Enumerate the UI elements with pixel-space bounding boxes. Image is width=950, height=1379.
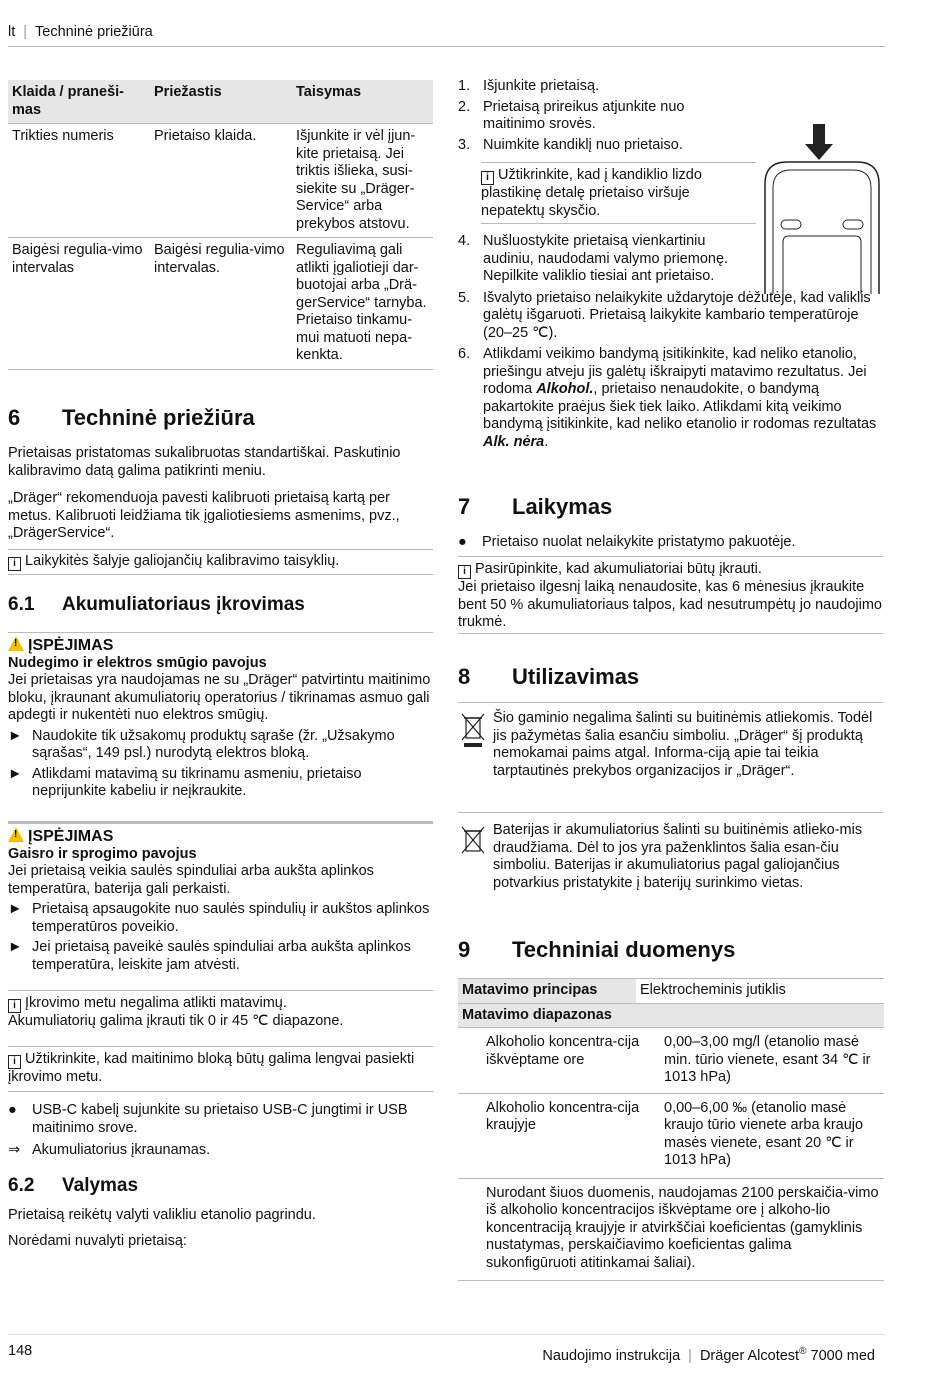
table-row — [458, 1178, 884, 1281]
table-row — [458, 1028, 884, 1094]
device-button-right — [843, 220, 863, 229]
warning-subtitle: Gaisro ir sprogimo pavojus — [8, 845, 197, 862]
left-column — [8, 80, 433, 370]
section-number: 9 — [458, 937, 471, 962]
error-table — [8, 80, 433, 370]
section-title-text: Laikymas — [512, 494, 613, 519]
section-number: 6.1 — [8, 594, 35, 615]
error-table-header: Klaida / praneši-mas — [8, 80, 150, 124]
error-table-header: Taisymas — [292, 80, 433, 124]
section-number: 6.2 — [8, 1175, 35, 1196]
step-number: 5. — [458, 289, 471, 306]
page-number: 148 — [8, 1343, 33, 1359]
note — [481, 167, 751, 220]
note-text: Laikykitės šalyje galiojančių kalibravimo taisyklių. — [25, 552, 340, 569]
footer-doc: Naudojimo instrukcija | Dräger Alcotest® 7000 med — [542, 1346, 875, 1364]
device-button-left — [781, 220, 801, 229]
paragraph: Jei prietaisas yra naudojamas ne su „Dräger“ patvirtintu maitinimo bloku, įkraunant akumuliatorių operatorius / tikrinamas asmuo gali apdegti ir nukentėti nuo elektros smūgių. — [8, 672, 431, 723]
note-text: Jei prietaiso ilgesnį laiką nenaudosite, kas 6 mėnesius įkraukite bent 50 % akumuliatoriaus talpos, kad nesutrumpėtų jo naudojimo trukmė. — [458, 579, 882, 630]
section-6-2 — [8, 1175, 433, 1250]
crossed-battery-bin-icon — [460, 825, 486, 855]
table-cell: Matavimo principas — [458, 979, 636, 1004]
registered-mark: ® — [799, 1346, 807, 1357]
display-message: Alkohol. — [536, 381, 594, 397]
note-text: Pasirūpinkite, kad akumuliatoriai būtų įkrauti. — [475, 561, 762, 577]
step-number: 2. — [458, 98, 471, 115]
rule — [458, 556, 883, 557]
paragraph: Prietaisas pristatomas sukalibruotas standartiškai. Paskutinio kalibravimo datą galima patikrinti meniu. — [8, 445, 401, 479]
list-item-text: Prietaiso nuolat nelaikykite pristatymo pakuotėje. — [482, 534, 796, 550]
list-item — [458, 137, 758, 155]
note-text: Įkrovimo metu negalima atlikti matavimų. — [25, 995, 287, 1011]
note-text: Užtikrinkite, kad į kandiklio lizdo plastikinę detalę prietaiso viršuje nepatektų skysčio. — [481, 167, 702, 219]
section-8 — [458, 664, 883, 690]
error-table-header: Priežastis — [150, 80, 292, 124]
section-7 — [458, 494, 883, 552]
section-title — [8, 405, 433, 431]
footer-model: 7000 med — [810, 1347, 875, 1364]
warning-separator — [8, 821, 433, 824]
table-cell: Išjunkite ir vėl įjun-kite prietaisą. Jei triktis išlieka, susi-siekite su „Dräger-Service“ arba prekybos atstovu. — [296, 128, 416, 232]
table-cell-value: 0,00–6,00 ‰ (etanolio masė kraujo tūrio vienete arba kraujo masės vienete, esant 20 ℃ ir 1013 hPa) — [664, 1099, 864, 1168]
warning-1 — [8, 636, 433, 801]
page-header: lt | Techninė priežiūra — [8, 24, 153, 40]
section-title-text: Valymas — [62, 1175, 139, 1196]
table-cell: Trikties numeris — [12, 128, 114, 144]
display-message: Alk. nėra — [483, 433, 545, 450]
rule — [481, 223, 756, 224]
section-number: 6 — [8, 405, 21, 430]
warning-icon — [8, 636, 24, 651]
list-item — [458, 99, 743, 134]
table-cell: Matavimo diapazonas — [458, 1003, 884, 1028]
table-row — [458, 1093, 884, 1178]
step-number: 6. — [458, 346, 471, 362]
step-text: Išvalyto prietaiso nelaikykite uždarytoje dėžutėje, kad valiklis galėtų išgaruoti. Prietaisą laikykite kambario temperatūroje (20–25 ℃). — [483, 289, 871, 341]
bullet-icon: ● — [8, 1102, 17, 1118]
section-title — [8, 594, 433, 616]
arrow-bullet-icon: ► — [8, 901, 23, 917]
arrow-bullet-icon: ► — [8, 727, 23, 744]
note — [8, 549, 433, 575]
table-cell: Elektrocheminis jutiklis — [636, 979, 884, 1004]
list-item — [458, 534, 883, 552]
header-section: Techninė priežiūra — [35, 24, 153, 40]
note — [8, 995, 433, 1031]
rule — [8, 1046, 433, 1047]
header-rule — [8, 46, 885, 47]
rule — [458, 812, 883, 813]
table-cell-value: 0,00–3,00 mg/l (etanolio masė min. tūrio vienete, esant 34 ℃ ir 1013 hPa) — [664, 1034, 871, 1085]
table-cell-key: Alkoholio koncentra-cija kraujyje — [486, 1099, 640, 1133]
step-number: 3. — [458, 136, 471, 153]
note — [458, 561, 883, 632]
down-arrow-icon — [805, 124, 833, 160]
section-title-text: Techniniai duomenys — [512, 937, 736, 962]
list-item-text: Atlikdami matavimą su tikrinamu asmeniu, prietaiso neprijunkite kabeliu ir neįkraukite. — [32, 765, 362, 799]
section-title-text: Akumuliatoriaus įkrovimas — [62, 594, 305, 615]
info-icon: i — [8, 1055, 21, 1069]
table-cell — [458, 1028, 884, 1094]
step-text-part: . — [544, 433, 549, 450]
step-text: Prietaisą prireikus atjunkite nuo maitinimo srovės. — [483, 98, 685, 132]
paragraph: Jei prietaisą veikia saulės spinduliai arba aukšta aplinkos temperatūra, baterija gali perkaisti. — [8, 863, 374, 897]
step-text-part: Atlikdami veikimo bandymą įsitikinkite, kad neliko etanolio, priešingu atveju jis galėtų iškraipyti matavimo rezultatus. Jei rodoma — [483, 346, 867, 397]
section-9 — [458, 937, 883, 963]
footer-product: Dräger Alcotest — [699, 1347, 800, 1364]
warning-title: ĮSPĖJIMAS — [28, 637, 114, 654]
step-text — [483, 346, 876, 450]
step-number: 4. — [458, 233, 471, 249]
section-title-text: Utilizavimas — [512, 664, 640, 689]
warning-subtitle: Nudegimo ir elektros smūgio pavojus — [8, 654, 267, 671]
list-item — [458, 233, 753, 286]
table-cell: Prietaiso klaida. — [154, 128, 257, 144]
list-item-text: Prietaisą apsaugokite nuo saulės spindulių ir aukštos aplinkos temperatūros poveikio. — [32, 901, 430, 935]
step-text: Nuimkite kandiklį nuo prietaiso. — [483, 136, 683, 153]
table-cell-key: Alkoholio koncentra-cija iškvėptame ore — [486, 1034, 640, 1068]
list-item-text: Naudokite tik užsakomų produktų sąraše (žr. „Užsakymo sąrašas“, 149 psl.) nurodytą elektros bloką. — [32, 727, 395, 761]
paragraph: Baterijas ir akumuliatorius šalinti su buitinėmis atlieko-mis draudžiama. Dėl to jos yra paženklintos šalia esan-čiu simboliu. Baterijas ir akumuliatorius pagal galiojančius potvarkius pristatykite į baterijų surinkimo vietas. — [493, 822, 863, 891]
paragraph: Prietaisą reikėtų valyti valikliu etanolio pagrindu. — [8, 1207, 316, 1223]
table-row — [8, 238, 433, 370]
rule — [458, 633, 883, 634]
note-text: Užtikrinkite, kad maitinimo bloką būtų galima lengvai pasiekti įkrovimo metu. — [8, 1051, 415, 1085]
step-text-part: , prietaiso nenaudokite, o bandymą pakartokite praėjus šiek tiek laiko. Atlikdami kitą veikimo bandymą įsitikinkite, kad neliko etanolio ir rodomas rezultatas — [483, 381, 877, 432]
paragraph: Norėdami nuvalyti prietaisą: — [8, 1232, 187, 1249]
warning-title: ĮSPĖJIMAS — [28, 828, 114, 845]
note-text: Akumuliatorių galima įkrauti tik 0 ir 45 ℃ diapazone. — [8, 1013, 344, 1029]
table-row — [458, 1003, 884, 1028]
step-number: 1. — [458, 78, 471, 94]
section-number: 8 — [458, 664, 471, 689]
list-item — [458, 78, 758, 96]
section-title — [458, 937, 883, 963]
cleaning-steps — [458, 78, 758, 154]
warning-heading — [8, 827, 433, 846]
table-row — [8, 124, 433, 238]
list-item — [8, 1142, 433, 1160]
table-cell: Baigėsi regulia-vimo intervalas — [12, 242, 143, 276]
instructions — [8, 1102, 433, 1160]
list-item — [8, 766, 433, 801]
section-6 — [8, 405, 433, 575]
step-text: Nušluostykite prietaisą vienkartiniu audiniu, naudodami valymo priemonę. Nepilkite valiklio tiesiai ant prietaiso. — [483, 233, 729, 284]
footer-doc-title: Naudojimo instrukcija — [542, 1347, 681, 1364]
list-item — [8, 939, 433, 974]
arrow-bullet-icon: ► — [8, 765, 23, 782]
result-arrow-icon: ⇒ — [8, 1142, 21, 1158]
table-row — [458, 979, 884, 1004]
info-icon: i — [8, 557, 21, 571]
info-icon: i — [481, 171, 494, 185]
section-title — [8, 1175, 433, 1197]
footer-rule — [8, 1334, 885, 1335]
arrow-bullet-icon: ► — [8, 939, 23, 955]
section-number: 7 — [458, 494, 471, 519]
bullet-icon: ● — [458, 534, 467, 550]
crossed-bin-icon — [460, 712, 486, 748]
info-icon: i — [458, 565, 471, 579]
cleaning-steps-2 — [458, 233, 883, 451]
rule — [481, 162, 756, 163]
rule — [8, 632, 433, 633]
note — [8, 1051, 433, 1087]
rule — [8, 990, 433, 991]
section-title-text: Techninė priežiūra — [62, 405, 255, 430]
list-item — [8, 1102, 433, 1137]
list-item — [458, 346, 883, 451]
list-item — [8, 901, 433, 936]
rule — [8, 1091, 433, 1092]
table-cell: Baigėsi regulia-vimo intervalas. — [154, 242, 285, 276]
paragraph: „Dräger“ rekomenduoja pavesti kalibruoti prietaisą kartą per metus. Kalibruoti leidžiama tik įgaliotiesiems asmenims, pvz., „DrägerService“. — [8, 490, 400, 541]
table-cell — [458, 1093, 884, 1178]
step-text: Išjunkite prietaisą. — [483, 78, 600, 94]
section-title — [458, 664, 883, 690]
warning-heading — [8, 636, 433, 655]
warning-2 — [8, 827, 433, 974]
header-lang: lt — [8, 24, 16, 40]
list-item-text: Jei prietaisą paveikė saulės spinduliai arba aukšta aplinkos temperatūra, leiskite jam atvėsti. — [32, 939, 411, 973]
warning-icon — [8, 827, 24, 842]
technical-data-table — [458, 978, 884, 1281]
section-title — [458, 494, 883, 520]
list-item-text: USB-C kabelį sujunkite su prietaiso USB-C jungtimi ir USB maitinimo srove. — [32, 1102, 408, 1136]
list-item — [8, 728, 433, 763]
list-item — [458, 290, 883, 343]
info-icon: i — [8, 999, 21, 1013]
rule — [458, 702, 883, 703]
table-cell: Reguliavimą gali atlikti įgaliotieji dar-buotojai arba „Drä-gerService“ tarnyba. Prietaiso tinkamu-mui matuoti nepa-kenkta. — [296, 242, 427, 363]
paragraph: Šio gaminio negalima šalinti su buitinėmis atliekomis. Todėl jis pažymėtas šalia esančiu simboliu. „Dräger“ šį produktą nemokamai paims atgal. Informa-ciją apie tai teikia tarptautinės prekybos organizacijos ir „Dräger“. — [493, 710, 873, 779]
section-6-1 — [8, 594, 433, 616]
table-cell: Nurodant šiuos duomenis, naudojamas 2100 perskaičia-vimo iš alkoholio koncentracijos iškvėptame ore į alkoho-lio koncentraciją kraujyje ir atvirkščiai koeficientas (gamyklinis nustatymas, perskaičiavimo koeficientas galima sukonfigūruoti atitinkamai šaliai). — [486, 1184, 879, 1271]
list-item-text: Akumuliatorius įkraunamas. — [32, 1142, 211, 1158]
